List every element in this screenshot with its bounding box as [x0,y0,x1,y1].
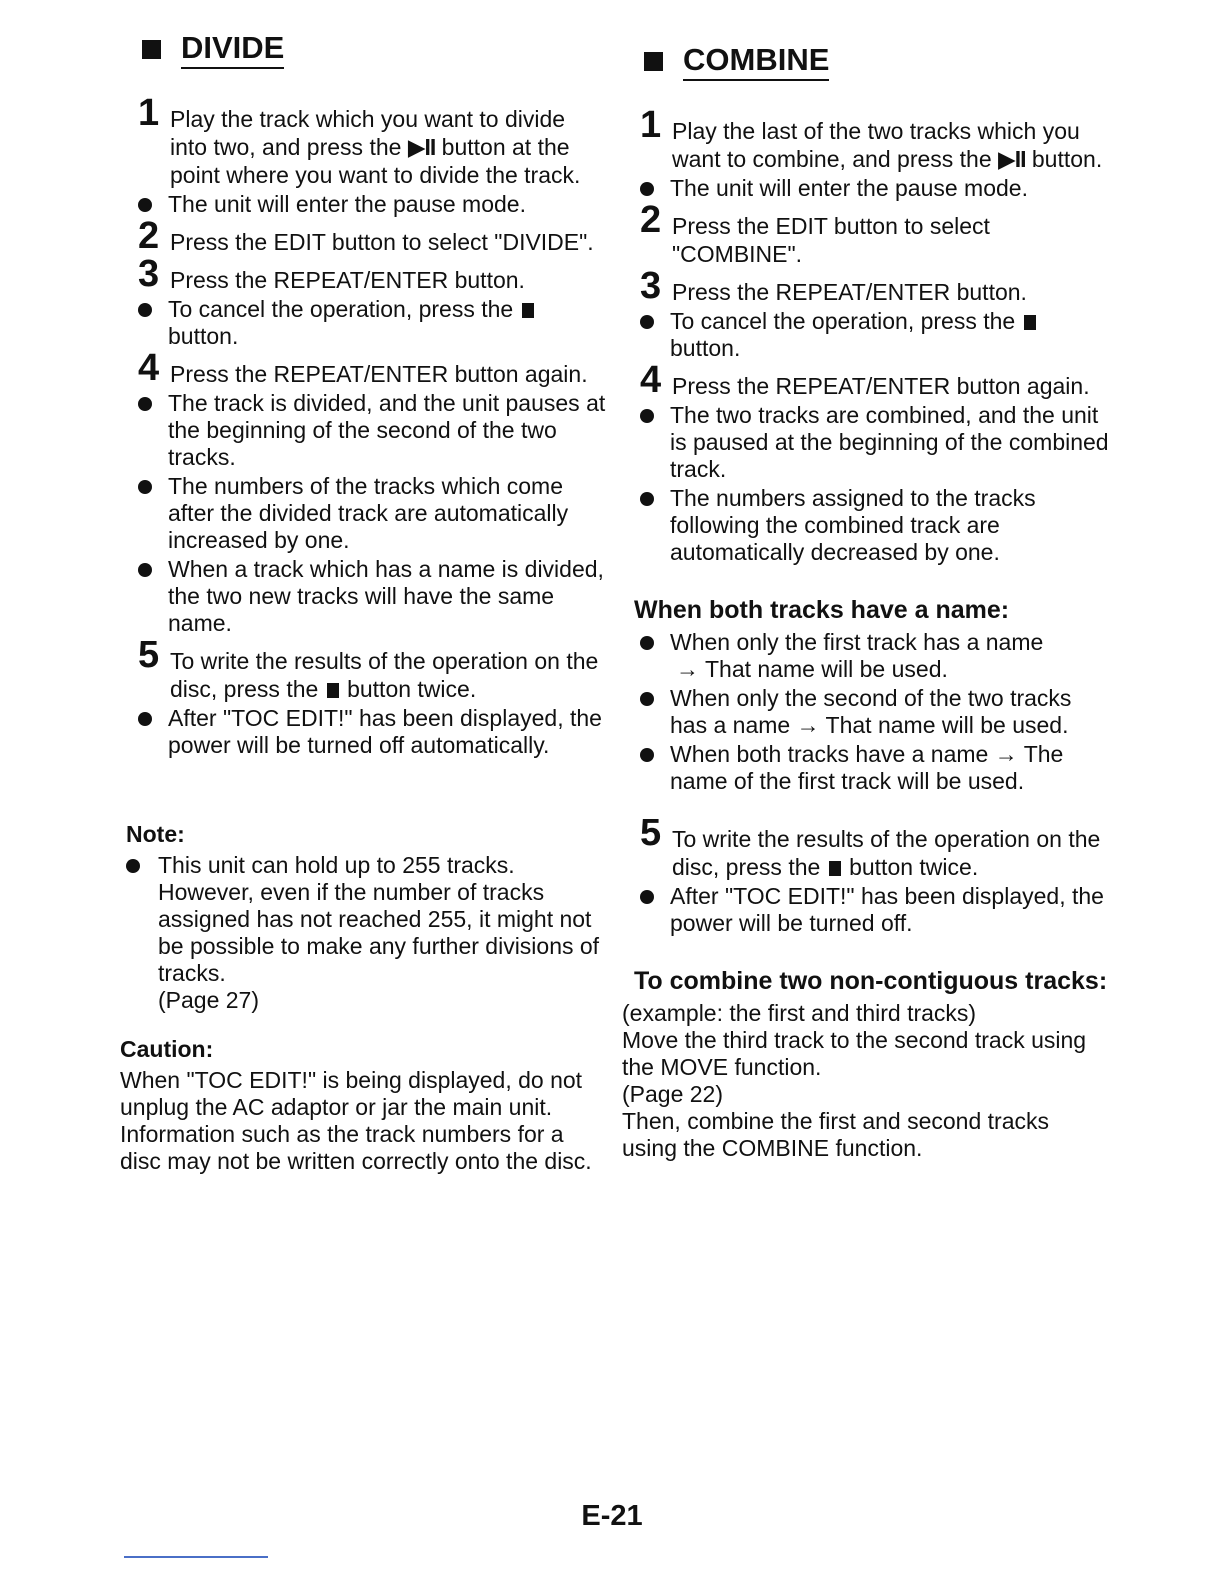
square-bullet-icon [644,52,663,71]
divide-step-4: 4 Press the REPEAT/ENTER button again. [138,347,588,389]
divide-bullet: The unit will enter the pause mode. [118,191,608,218]
divide-bullet: The track is divided, and the unit pauses at the beginning of the second of the two tracks. [118,390,608,471]
divide-step-2: 2 Press the EDIT button to select "DIVIDE". [138,215,594,257]
note-page-ref: (Page 27) [158,987,260,1013]
noncontiguous-heading: To combine two non-contiguous tracks: [634,967,1108,995]
noncontiguous-example: (example: the first and third tracks) [622,1000,977,1026]
footer-link-line [124,1556,268,1558]
stop-icon [829,861,841,876]
combine-bullet: The numbers assigned to the tracks following the combined track are automatically decreased by one. [620,485,1110,566]
bullet-icon [640,409,654,423]
noncontiguous-move: Move the third track to the second track using the MOVE function. [622,1027,1087,1080]
bullet-icon [138,480,152,494]
combine-step-5: 5 To write the results of the operation on the disc, press the button twice. [640,812,1101,880]
combine-column [620,42,1110,1162]
stop-icon [327,683,339,698]
name-bullet: When only the first track has a name → That name will be used. [620,629,1110,683]
combine-bullet: The unit will enter the pause mode. [620,175,1110,202]
divide-step-5: 5 To write the results of the operation on the disc, press the button twice. [138,634,599,702]
stop-icon [522,303,534,318]
bullet-icon [640,748,654,762]
combine-step-2: 2 Press the EDIT button to select "COMBINE". [640,199,990,267]
combine-bullet: The two tracks are combined, and the unit is paused at the beginning of the combined track. [620,402,1110,483]
combine-step-3: 3 Press the REPEAT/ENTER button. [640,265,1027,307]
stop-icon [1024,315,1036,330]
combine-bullet: To cancel the operation, press the button. [620,308,1110,362]
play-pause-icon: ▶II [998,146,1026,172]
bullet-icon [138,303,152,317]
note-bullet: This unit can hold up to 255 tracks. However, even if the number of tracks assigned has not reached 255, it might not be possible to make any further divisions of tracks. (Page 27) [118,852,608,1014]
both-names-heading: When both tracks have a name: [634,596,1010,624]
combine-step-4: 4 Press the REPEAT/ENTER button again. [640,359,1090,401]
bullet-icon [126,859,140,873]
divide-bullet: When a track which has a name is divided, the two new tracks will have the same name. [118,556,608,637]
divide-bullet: To cancel the operation, press the button. [118,296,608,350]
bullet-icon [640,692,654,706]
square-bullet-icon [142,40,161,59]
caution-text-2: Information such as the track numbers for a disc may not be written correctly onto the disc. [120,1121,592,1174]
divide-step-1: 1 Play the track which you want to divide into two, and press the ▶II button at the point where you want to divide the track. [138,92,581,188]
caution-heading: Caution: [120,1036,214,1062]
noncontiguous-page-ref: (Page 22) [622,1081,724,1107]
bullet-icon [138,397,152,411]
bullet-icon [640,492,654,506]
divide-column [118,30,608,1175]
noncontiguous-combine: Then, combine the first and second tracks using the COMBINE function. [622,1108,1049,1161]
caution-text-1: When "TOC EDIT!" is being displayed, do not unplug the AC adaptor or jar the main unit. [120,1067,583,1120]
divide-bullet: The numbers of the tracks which come after the divided track are automatically increased by one. [118,473,608,554]
bullet-icon [640,315,654,329]
combine-bullet: After "TOC EDIT!" has been displayed, the power will be turned off. [620,883,1110,937]
name-bullet: When only the second of the two tracks has a name → That name will be used. [620,685,1110,739]
page-number: E-21 [581,1500,643,1532]
divide-heading: DIVIDE [142,30,284,69]
bullet-icon [138,563,152,577]
name-bullet: When both tracks have a name → The name of the first track will be used. [620,741,1110,795]
combine-step-1: 1 Play the last of the two tracks which you want to combine, and press the ▶II button. [640,104,1103,172]
play-pause-icon: ▶II [407,134,436,160]
divide-step-3: 3 Press the REPEAT/ENTER button. [138,253,525,295]
bullet-icon [640,182,654,196]
note-heading: Note: [126,821,185,847]
divide-bullet: After "TOC EDIT!" has been displayed, the power will be turned off automatically. [118,705,608,759]
bullet-icon [640,890,654,904]
bullet-icon [138,198,152,212]
bullet-icon [138,712,152,726]
bullet-icon [640,636,654,650]
combine-heading: COMBINE [644,42,829,81]
